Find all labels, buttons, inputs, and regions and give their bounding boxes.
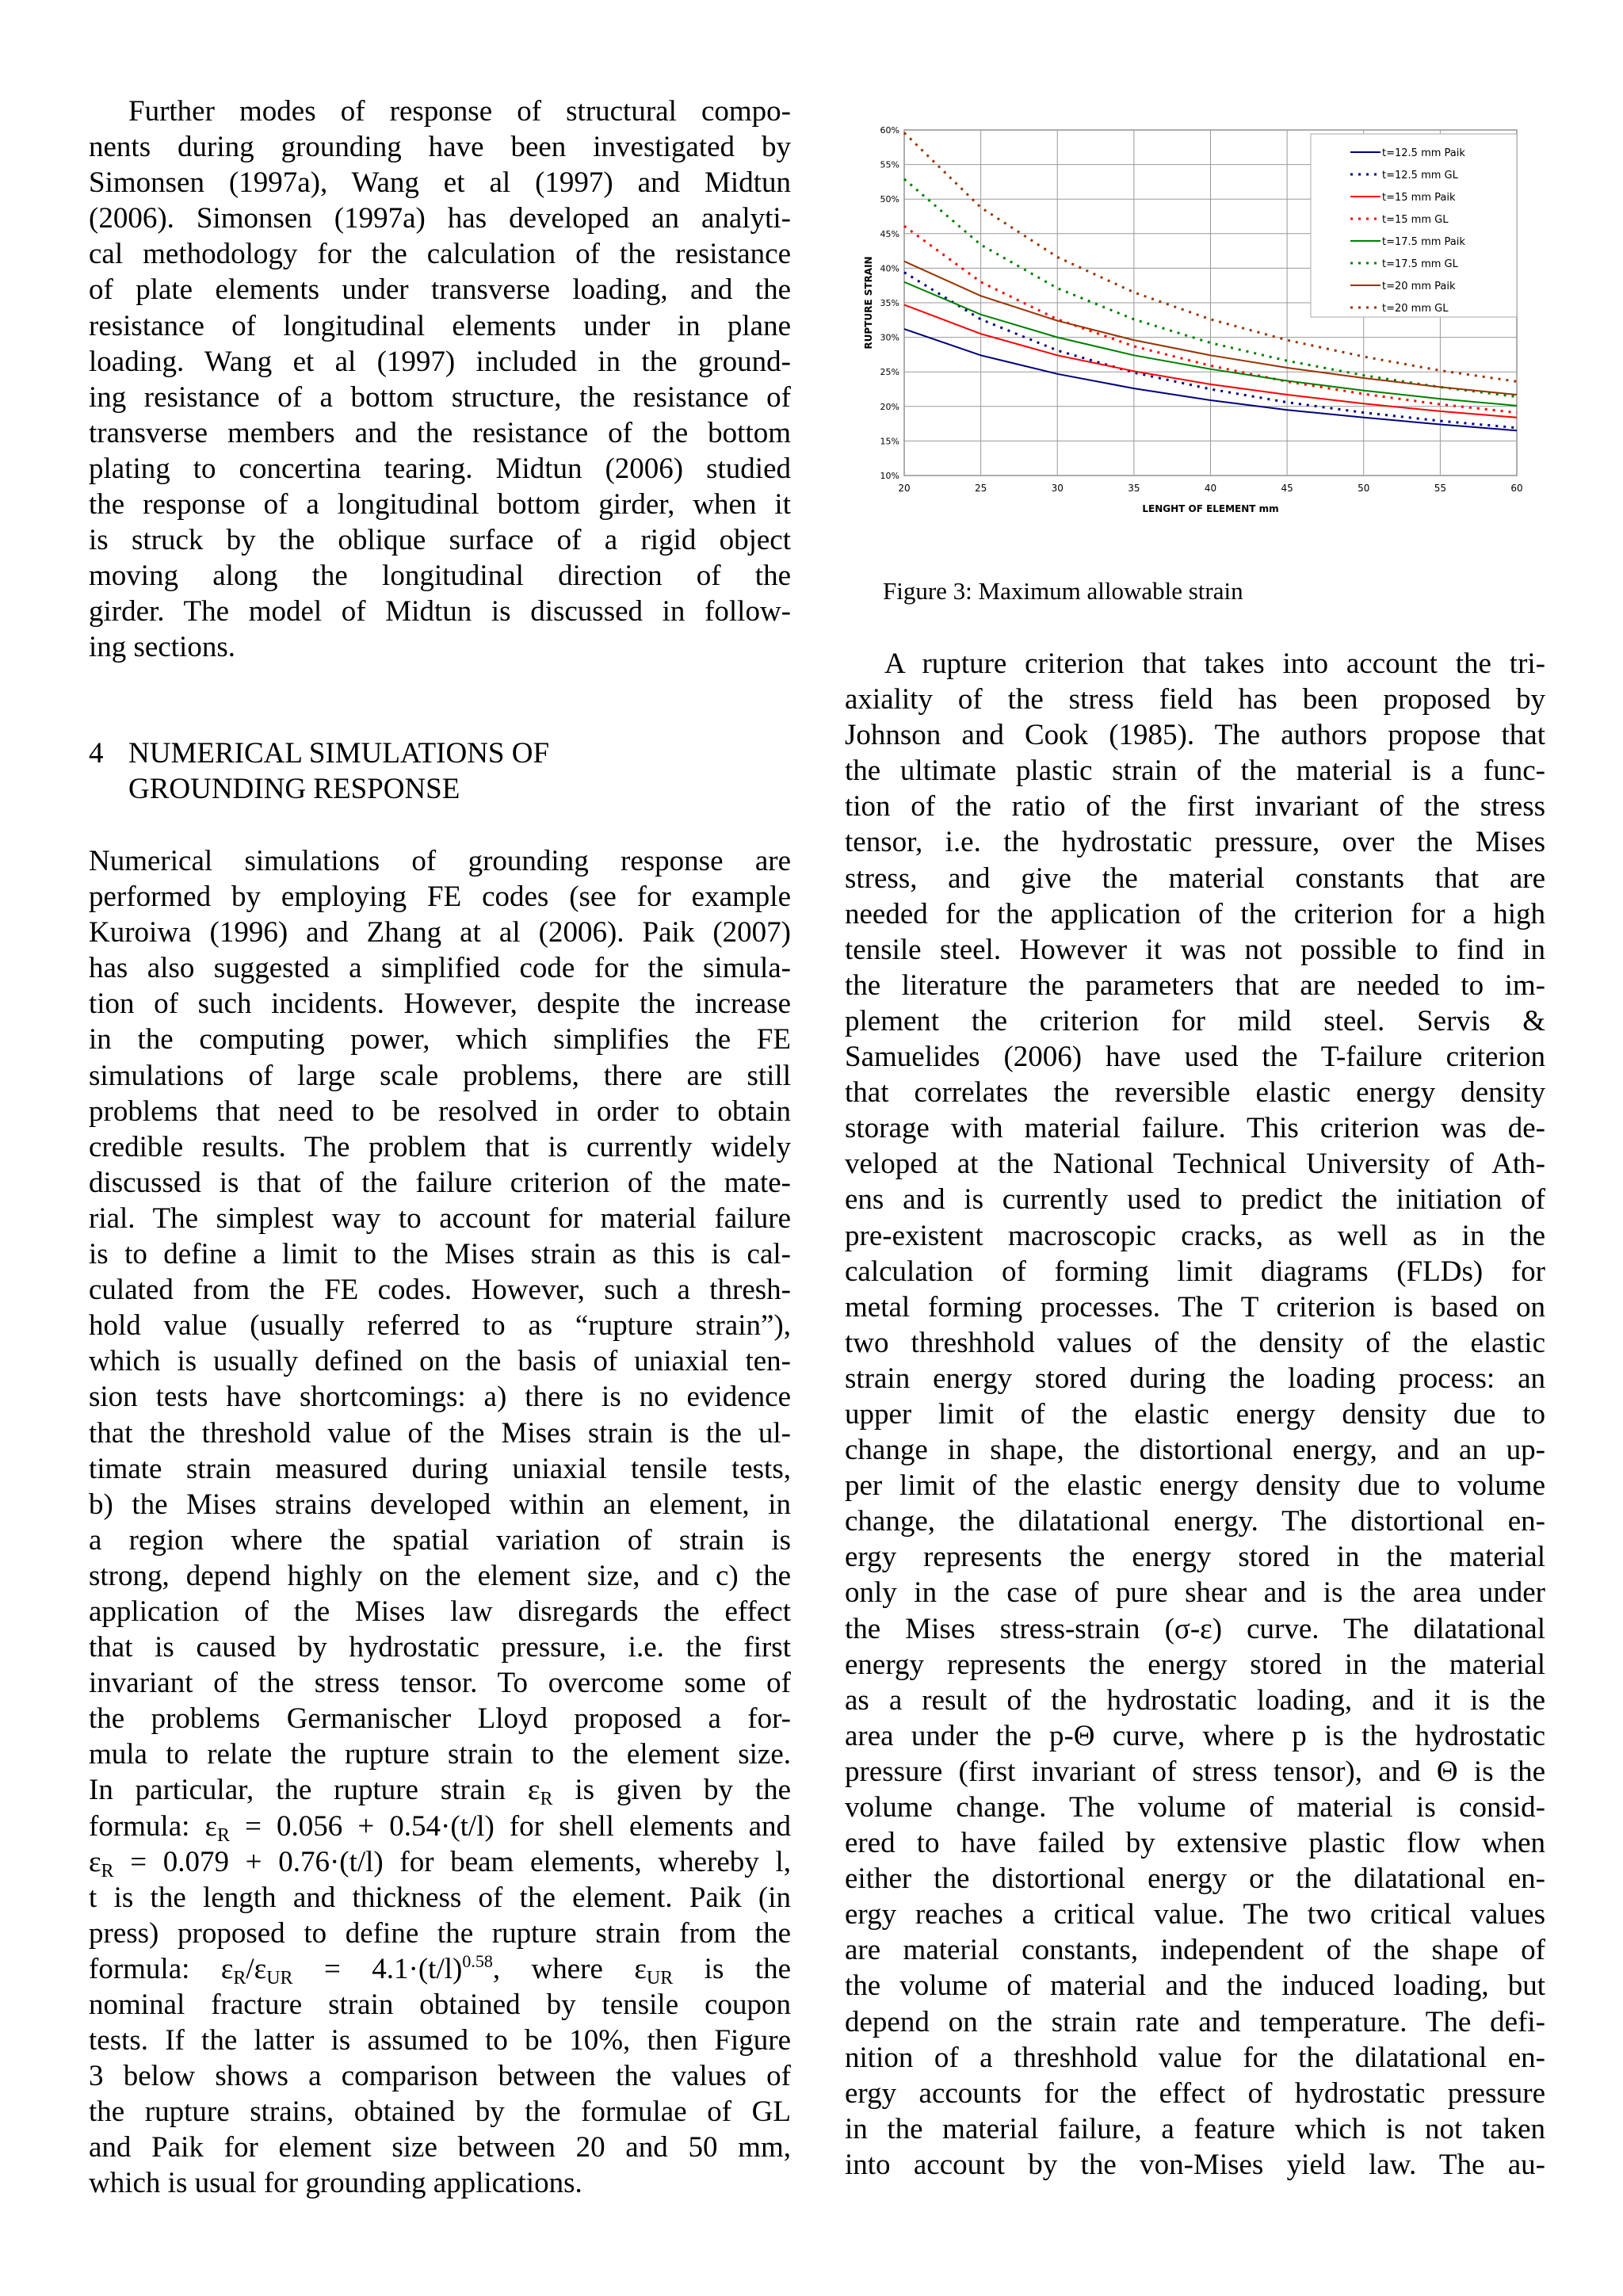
text-line: tensor, i.e. the hydrostatic pressure, over the Mises: [845, 826, 1545, 859]
legend-label: t=20 mm GL: [1382, 303, 1449, 315]
text-line: the volume of material and the induced loading, but: [845, 1969, 1545, 2003]
text-line: area under the p-Θ curve, where p is the hydrostatic: [845, 1719, 1545, 1752]
text-line: is struck by the oblique surface of a rigid object: [89, 524, 791, 557]
text-line: the ultimate plastic strain of the material is a func-: [845, 755, 1545, 788]
formula-text: , where ε: [492, 1952, 647, 1985]
text-line: rial. The simplest way to account for material failure: [89, 1201, 791, 1235]
text-line: has also suggested a simplified code for the simula-: [89, 952, 791, 985]
text-line: moving along the longitudinal direction of the: [89, 560, 791, 593]
text-line: pre-existent macroscopic cracks, as well as in the: [845, 1219, 1545, 1252]
text-line: girder. The model of Midtun is discussed in follow-: [89, 595, 791, 628]
text-line: storage with material failure. This criterion was de-: [845, 1112, 1545, 1145]
y-tick-label: 10%: [880, 471, 899, 481]
legend-label: t=15 mm GL: [1382, 214, 1449, 226]
text-line: two threshhold values of the density of the elastic: [845, 1326, 1545, 1359]
text-line: ered to have failed by extensive plastic flow when: [845, 1827, 1545, 1860]
text-line: axiality of the stress field has been proposed by: [845, 683, 1545, 716]
text-line: press) proposed to define the rupture strain from the: [89, 1916, 791, 1950]
formula-subscript: R: [101, 1860, 114, 1881]
text-line: ing sections.: [89, 631, 235, 664]
text-line: hold value (usually referred to as “rupture strain”),: [89, 1309, 791, 1343]
text-line: performed by employing FE codes (see for example: [89, 881, 791, 914]
text-line: a region where the spatial variation of strain is: [89, 1523, 791, 1557]
text-line: in the material failure, a feature which is not taken: [845, 2112, 1545, 2145]
text-line: in the computing power, which simplifies the FE: [89, 1023, 791, 1056]
legend-label: t=12.5 mm Paik: [1382, 147, 1465, 159]
x-tick-label: 60: [1510, 483, 1523, 494]
y-tick-label: 55%: [880, 159, 899, 170]
formula-subscript: R: [540, 1789, 553, 1810]
formula-superscript: 0.58: [462, 1950, 493, 1971]
text-line: are material constants, independent of the shape of: [845, 1934, 1545, 1967]
y-tick-label: 35%: [880, 298, 899, 308]
text-line: of plate elements under transverse loading, and the: [89, 273, 791, 307]
formula-text: /ε: [246, 1952, 267, 1985]
formula-text: ε: [89, 1845, 101, 1878]
formula-text: = 4.1·(t/l): [292, 1952, 463, 1985]
x-tick-label: 55: [1434, 483, 1447, 494]
text-line: which is usual for grounding applications.: [89, 2167, 582, 2200]
text-line: ergy represents the energy stored in the material: [845, 1541, 1545, 1574]
x-tick-label: 35: [1128, 483, 1140, 494]
y-tick-label: 40%: [880, 263, 899, 274]
text-line: per limit of the elastic energy density due to volume: [845, 1469, 1545, 1503]
legend-label: t=20 mm Paik: [1382, 281, 1456, 292]
x-axis-label: LENGHT OF ELEMENT mm: [1142, 503, 1279, 514]
text-line: needed for the application of the criterion for a high: [845, 897, 1545, 930]
text-line: change, the dilatational energy. The distortional en-: [845, 1505, 1545, 1538]
text-line: into account by the von-Mises yield law. The au-: [845, 2148, 1545, 2181]
text-line: strong, depend highly on the element size, and c) the: [89, 1559, 791, 1592]
text-line: the problems Germanischer Lloyd proposed a for-: [89, 1702, 791, 1736]
text-line: tion of such incidents. However, despite the increase: [89, 988, 791, 1021]
formula-text: = 0.056 + 0.54·(t/l) for shell elements and: [230, 1809, 791, 1843]
paragraph-further-modes: [89, 94, 791, 666]
text-line: nominal fracture strain obtained by tensile coupon: [89, 1988, 791, 2021]
text-line: that correlates the reversible elastic energy density: [845, 1076, 1545, 1110]
text-line: 3 below shows a comparison between the values of: [89, 2060, 791, 2093]
y-tick-label: 30%: [880, 332, 899, 343]
text-line: upper limit of the elastic energy density due to: [845, 1397, 1545, 1431]
text-line: credible results. The problem that is currently widely: [89, 1130, 791, 1163]
paragraph-rupture-criterion: [845, 646, 1545, 2183]
text-line: ing resistance of a bottom structure, the resistance of: [89, 380, 791, 414]
text-line: depend on the strain rate and temperature. The defi-: [845, 2005, 1545, 2038]
text-line: either the distortional energy or the dilatational en-: [845, 1862, 1545, 1896]
text-line: (2006). Simonsen (1997a) has developed an analyti-: [89, 202, 791, 235]
text-line: calculation of forming limit diagrams (FLDs) for: [845, 1255, 1545, 1288]
text-line: Numerical simulations of grounding response are: [89, 845, 791, 877]
y-axis-label: RUPTURE STRAIN: [863, 256, 874, 350]
text-line: is to define a limit to the Mises strain as this is cal-: [89, 1238, 791, 1271]
y-tick-label: 45%: [880, 228, 899, 239]
text-line: the literature the parameters that are needed to im-: [845, 968, 1545, 1002]
text-line: change in shape, the distortional energy, and an up-: [845, 1434, 1545, 1467]
formula-subscript: R: [217, 1824, 231, 1846]
figure-caption: Figure 3: Maximum allowable strain: [883, 577, 1243, 605]
text-line: mula to relate the rupture strain to the element size.: [89, 1738, 791, 1771]
text-line: application of the Mises law disregards the effect: [89, 1595, 791, 1628]
formula-text: formula: ε: [89, 1952, 234, 1985]
text-line: Simonsen (1997a), Wang et al (1997) and Midtun: [89, 166, 791, 200]
text-line: veloped at the National Technical University of Ath-: [845, 1148, 1545, 1181]
x-tick-label: 50: [1358, 483, 1370, 494]
legend-label: t=17.5 mm GL: [1382, 258, 1458, 270]
text-line: ergy accounts for the effect of hydrostatic pressure: [845, 2076, 1545, 2110]
text-line: as a result of the hydrostatic loading, and it is the: [845, 1683, 1545, 1717]
y-tick-label: 25%: [880, 367, 899, 378]
text-line: timate strain measured during uniaxial tensile tests,: [89, 1452, 791, 1485]
text-line: culated from the FE codes. However, such a thresh-: [89, 1274, 791, 1307]
text-line: which is usually defined on the basis of uniaxial ten-: [89, 1345, 791, 1378]
text-line: and Paik for element size between 20 and 50 mm,: [89, 2131, 791, 2164]
formula-text: In particular, the rupture strain ε: [89, 1774, 540, 1807]
text-line: tion of the ratio of the first invariant of the stress: [845, 790, 1545, 823]
text-line: strain energy stored during the loading process: an: [845, 1362, 1545, 1395]
formula-subscript: R: [233, 1967, 246, 1988]
text-line: invariant of the stress tensor. To overcome some of: [89, 1667, 791, 1700]
x-tick-label: 45: [1281, 483, 1293, 494]
text-line: energy represents the energy stored in the material: [845, 1648, 1545, 1681]
formula-text: is given by the: [552, 1774, 792, 1807]
text-line: sion tests have shortcomings: a) there is no evidence: [89, 1381, 791, 1414]
section-title-line-2: GROUNDING RESPONSE: [128, 773, 460, 805]
text-line: stress, and give the material constants that are: [845, 861, 1545, 895]
x-tick-label: 20: [898, 483, 911, 494]
text-line: that is caused by hydrostatic pressure, i.e. the first: [89, 1631, 791, 1664]
text-line: [89, 1772, 791, 1808]
y-tick-label: 20%: [880, 401, 899, 412]
text-line: tests. If the latter is assumed to be 10%, then Figure: [89, 2024, 791, 2057]
text-line: problems that need to be resolved in order to obtain: [89, 1095, 791, 1128]
text-line: loading. Wang et al (1997) included in the ground-: [89, 345, 791, 378]
section-title-line-1: NUMERICAL SIMULATIONS OF: [128, 737, 550, 770]
text-line: ergy reaches a critical value. The two critical values: [845, 1898, 1545, 1931]
formula-text: is the: [673, 1952, 791, 1985]
text-line: [89, 1809, 791, 1844]
text-line: [89, 1951, 791, 1987]
legend-label: t=17.5 mm Paik: [1382, 236, 1465, 248]
text-line: Further modes of response of structural compo-: [128, 95, 791, 128]
text-line: metal forming processes. The T criterion is based on: [845, 1290, 1545, 1324]
x-tick-label: 25: [974, 483, 987, 494]
text-line: plating to concertina tearing. Midtun (2006) studied: [89, 452, 791, 485]
text-line: tensile steel. However it was not possible to find in: [845, 933, 1545, 966]
y-tick-label: 15%: [880, 436, 899, 447]
legend-label: t=15 mm Paik: [1382, 192, 1456, 204]
text-line: A rupture criterion that takes into account the tri-: [884, 648, 1545, 680]
formula-text: formula: ε: [89, 1809, 218, 1843]
text-line: nition of a threshhold value for the dilatational en-: [845, 2041, 1545, 2074]
text-line: the response of a longitudinal bottom girder, when it: [89, 488, 791, 521]
text-line: t is the length and thickness of the element. Paik (in: [89, 1881, 791, 1914]
text-line: simulations of large scale problems, there are still: [89, 1059, 791, 1092]
text-line: resistance of longitudinal elements under in plane: [89, 309, 791, 342]
y-tick-label: 50%: [880, 194, 899, 205]
x-tick-label: 30: [1051, 483, 1064, 494]
text-line: volume change. The volume of material is consid-: [845, 1791, 1545, 1824]
text-line: that the threshold value of the Mises strain is the ul-: [89, 1416, 791, 1450]
text-line: Johnson and Cook (1985). The authors propose that: [845, 719, 1545, 752]
paragraph-numerical-simulations: [89, 843, 791, 2202]
text-line: b) the Mises strains developed within an element, in: [89, 1488, 791, 1521]
text-line: Kuroiwa (1996) and Zhang at al (2006). Paik (2007): [89, 916, 791, 949]
text-line: discussed is that of the failure criterion of the mate-: [89, 1166, 791, 1199]
formula-text: = 0.079 + 0.76·(t/l) for beam elements, whereby l,: [113, 1845, 791, 1878]
text-line: only in the case of pure shear and is the area under: [845, 1576, 1545, 1610]
x-tick-label: 40: [1204, 483, 1217, 494]
formula-subscript: UR: [266, 1967, 293, 1988]
text-line: plement the criterion for mild steel. Servis &: [845, 1004, 1545, 1037]
text-line: [89, 1844, 791, 1880]
text-line: transverse members and the resistance of the bottom: [89, 416, 791, 449]
section-number: 4: [89, 737, 104, 770]
text-line: the rupture strains, obtained by the formulae of GL: [89, 2095, 791, 2129]
legend-label: t=12.5 mm GL: [1382, 170, 1458, 181]
text-line: the Mises stress-strain (σ-ε) curve. The dilatational: [845, 1612, 1545, 1645]
text-line: nents during grounding have been investigated by: [89, 131, 791, 164]
text-line: ens and is currently used to predict the initiation of: [845, 1183, 1545, 1217]
rupture-strain-chart: [848, 111, 1545, 539]
text-line: cal methodology for the calculation of the resistance: [89, 238, 791, 271]
text-line: Samuelides (2006) have used the T-failure criterion: [845, 1041, 1545, 1074]
formula-subscript: UR: [646, 1967, 674, 1988]
y-tick-label: 60%: [880, 125, 899, 136]
text-line: pressure (first invariant of stress tensor), and Θ is the: [845, 1755, 1545, 1788]
